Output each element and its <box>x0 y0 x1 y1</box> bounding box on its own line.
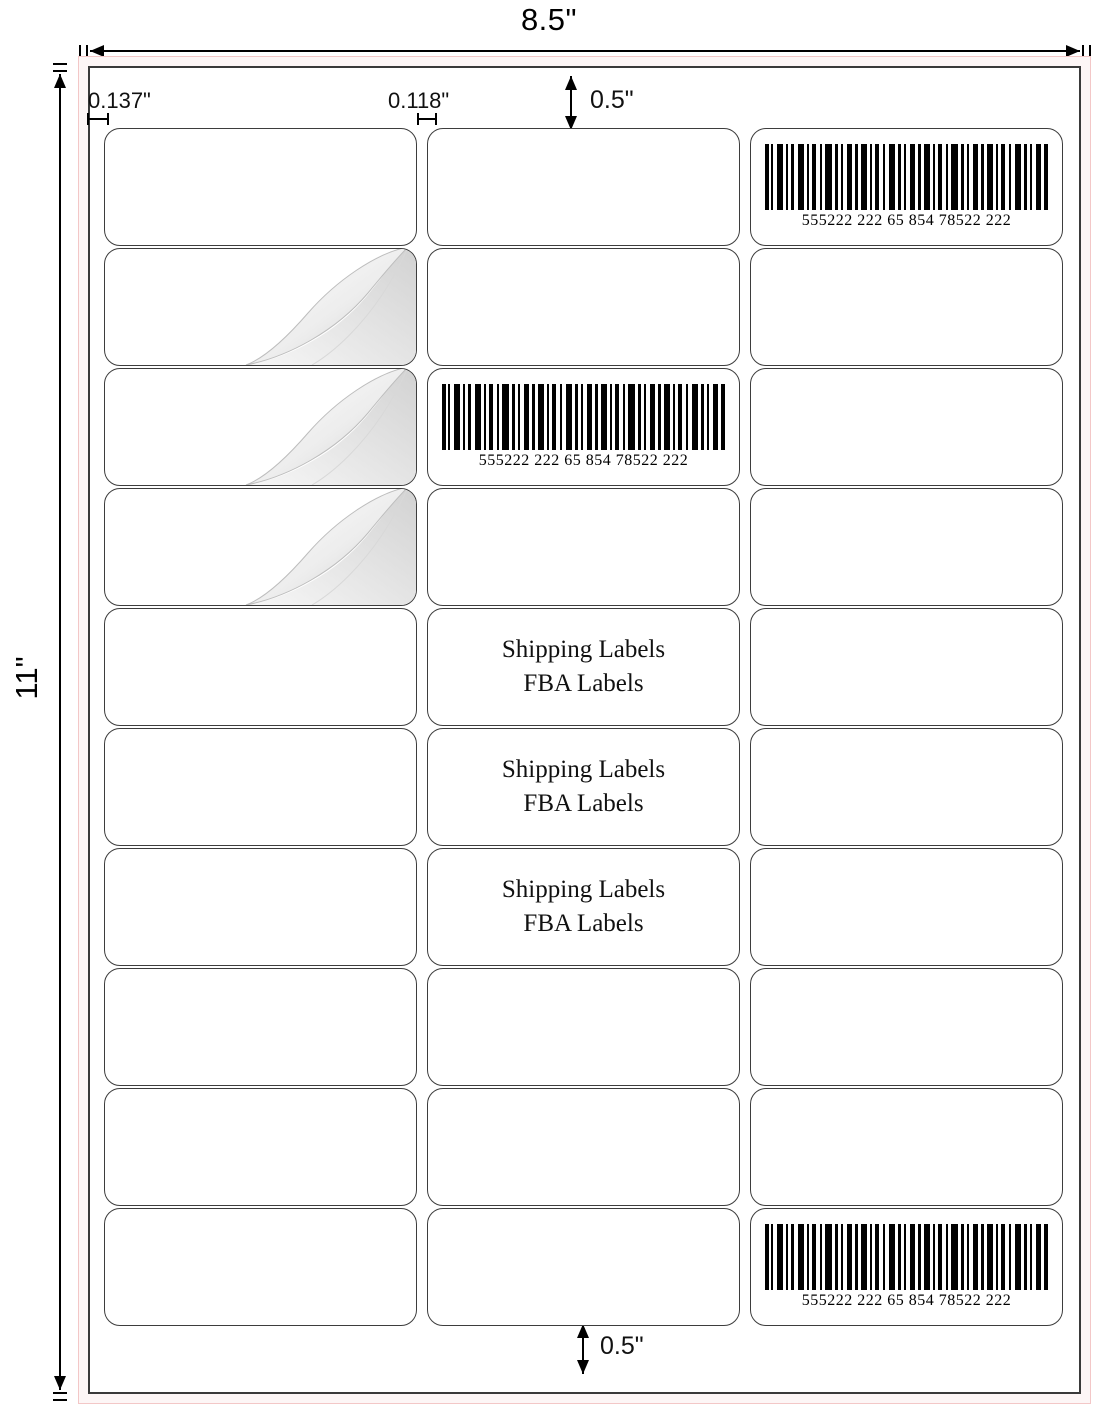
label-cell[interactable] <box>104 1088 417 1206</box>
label-cell-text[interactable] <box>427 608 740 726</box>
top-margin-arrow <box>560 74 582 132</box>
label-cell-peel[interactable] <box>104 248 417 366</box>
label-cell[interactable] <box>427 128 740 246</box>
barcode <box>751 1209 1062 1325</box>
label-caption <box>502 753 665 822</box>
left-margin-tick <box>86 112 110 126</box>
label-cell[interactable] <box>104 128 417 246</box>
label-cell[interactable] <box>750 728 1063 846</box>
label-cell[interactable] <box>750 608 1063 726</box>
sheet-height-label: 11" <box>9 656 44 700</box>
peel-corner-icon <box>216 488 416 605</box>
column-gutter-label: 0.118" <box>388 88 450 113</box>
column-gutter-tick <box>416 112 438 126</box>
label-caption <box>502 633 665 702</box>
label-cell-barcode[interactable] <box>750 1208 1063 1326</box>
label-cell[interactable] <box>104 968 417 1086</box>
label-cell[interactable] <box>104 1208 417 1326</box>
label-caption-line1: Shipping Labels <box>501 875 666 903</box>
label-cell-barcode[interactable] <box>427 368 740 486</box>
label-cell[interactable] <box>750 968 1063 1086</box>
bottom-margin-arrow <box>572 1322 594 1376</box>
label-cell[interactable] <box>750 248 1063 366</box>
left-margin-label: 0.137" <box>88 88 151 113</box>
barcode <box>428 369 739 485</box>
barcode-digits: 555222 222 65 854 78522 222 <box>801 212 1012 229</box>
label-cell[interactable] <box>427 968 740 1086</box>
top-margin-label: 0.5" <box>590 86 634 114</box>
label-cell-text[interactable] <box>427 848 740 966</box>
peel-corner-icon <box>216 368 416 485</box>
label-cell[interactable] <box>427 488 740 606</box>
label-cell[interactable] <box>427 1088 740 1206</box>
label-cell[interactable] <box>750 848 1063 966</box>
label-cell-peel[interactable] <box>104 368 417 486</box>
label-caption-line2: FBA Labels <box>523 910 644 937</box>
label-caption-line1: Shipping Labels <box>501 755 666 783</box>
label-cell[interactable] <box>104 848 417 966</box>
label-caption <box>502 873 665 942</box>
bottom-margin-label: 0.5" <box>600 1332 644 1360</box>
label-cell[interactable] <box>750 1088 1063 1206</box>
label-cell[interactable] <box>750 368 1063 486</box>
label-cell[interactable] <box>427 1208 740 1326</box>
label-caption-line2: FBA Labels <box>523 670 644 697</box>
label-cell[interactable] <box>750 488 1063 606</box>
label-cell[interactable] <box>104 608 417 726</box>
label-cell[interactable] <box>427 248 740 366</box>
label-caption-line2: FBA Labels <box>523 790 644 817</box>
label-grid <box>104 128 1064 1321</box>
barcode-bars <box>440 384 728 450</box>
label-caption-line1: Shipping Labels <box>501 635 666 663</box>
barcode-digits: 555222 222 65 854 78522 222 <box>801 1292 1012 1309</box>
sheet-height-arrow <box>52 62 68 1402</box>
peel-corner-icon <box>216 248 416 365</box>
label-cell-text[interactable] <box>427 728 740 846</box>
label-cell-peel[interactable] <box>104 488 417 606</box>
barcode-digits: 555222 222 65 854 78522 222 <box>478 452 689 469</box>
label-cell[interactable] <box>104 728 417 846</box>
label-cell-barcode[interactable] <box>750 128 1063 246</box>
barcode <box>751 129 1062 245</box>
barcode-bars <box>763 1224 1051 1290</box>
sheet-width-label: 8.5" <box>520 2 578 37</box>
barcode-bars <box>763 144 1051 210</box>
